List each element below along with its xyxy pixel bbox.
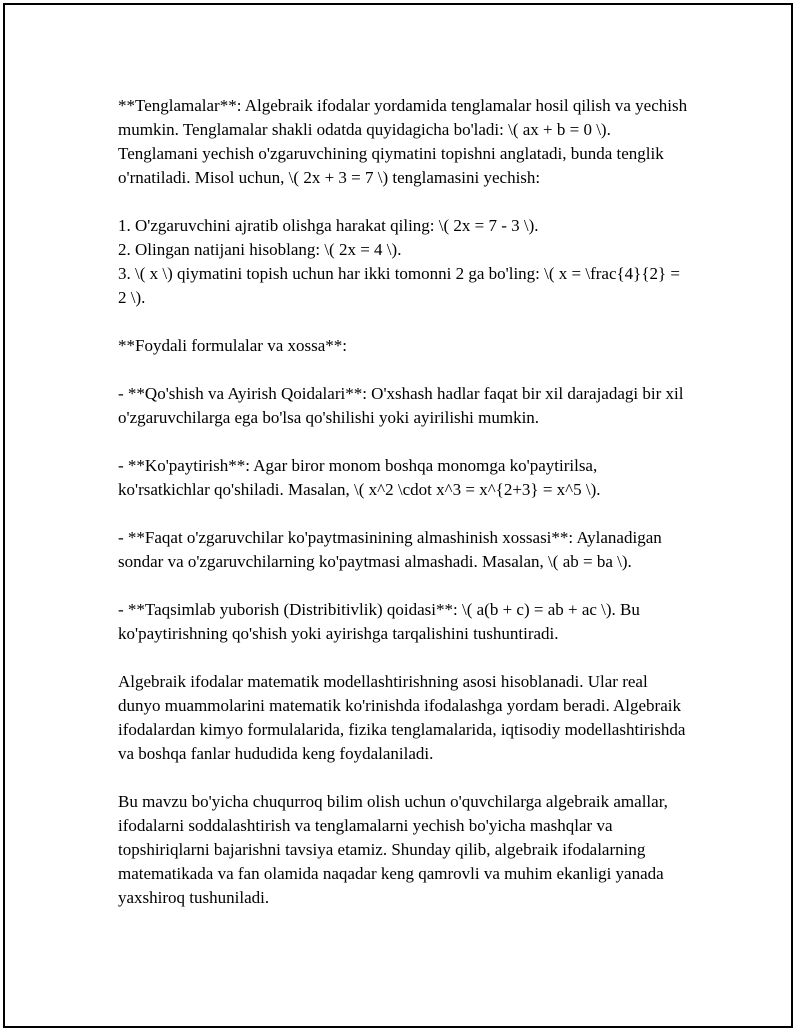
bullet-distributive-rule: - **Taqsimlab yuborish (Distribitivlik) qoidasi**: \( a(b + c) = ab + ac \). Bu ko'paytirishning qo'shish yoki ayirishga tarqalishini tushuntiradi.	[118, 600, 640, 643]
paragraph-conclusion: Bu mavzu bo'yicha chuqurroq bilim olish uchun o'quvchilarga algebraik amallar, ifodalarni soddalashtirish va tenglamalarni yechish bo'yicha mashqlar va topshiriqlarni bajarishni tavsiya etamiz. Shunday qilib, algebraik ifodalarning matematikada va fan olamida naqadar keng qamrovli va muhim ekanligi yanada yaxshiroq tushuniladi.	[118, 792, 668, 907]
heading-useful-formulas: **Foydali formulalar va xossa**:	[118, 336, 347, 355]
paragraph-modeling: Algebraik ifodalar matematik modellashtirishning asosi hisoblanadi. Ular real dunyo muammolarini matematik ko'rinishda ifodalashga yordam beradi. Algebraik ifodalardan kimyo formulalarida, fizika tenglamalarida, iqtisodiy modellashtirishda va boshqa fanlar hududida keng foydalaniladi.	[118, 672, 686, 763]
step-item-3: 3. \( x \) qiymatini topish uchun har ikki tomonni 2 ga bo'ling: \( x = \frac{4}{2} = 2 \).	[118, 264, 680, 307]
step-item-2: 2. Olingan natijani hisoblang: \( 2x = 4 \).	[118, 240, 402, 259]
paragraph-equations: **Tenglamalar**: Algebraik ifodalar yordamida tenglamalar hosil qilish va yechish mumkin. Tenglamalar shakli odatda quyidagicha bo'ladi: \( ax + b = 0 \). Tenglamani yechish o'zgaruvchining qiymatini topishni anglatadi, bunda tenglik o'rnatiladi. Misol uchun, \( 2x + 3 = 7 \) tenglamasini yechish:	[118, 96, 688, 187]
bullet-commutative-property: - **Faqat o'zgaruvchilar ko'paytmasinining almashinish xossasi**: Aylanadigan sondar va o'zgaruvchilarning ko'paytmasi almashadi. Masalan, \( ab = ba \).	[118, 528, 662, 571]
bullet-multiplication: - **Ko'paytirish**: Agar biror monom boshqa monomga ko'paytirilsa, ko'rsatkichlar qo'shiladi. Masalan, \( x^2 \cdot x^3 = x^{2+3} = x^5 \).	[118, 456, 601, 499]
document-body	[118, 94, 688, 934]
bullet-addition-rules: - **Qo'shish va Ayirish Qoidalari**: O'xshash hadlar faqat bir xil darajadagi bir xil o'zgaruvchilarga ega bo'lsa qo'shilishi yoki ayirilishi mumkin.	[118, 384, 684, 427]
step-item-1: 1. O'zgaruvchini ajratib olishga harakat qiling: \( 2x = 7 - 3 \).	[118, 216, 539, 235]
solution-steps-list	[118, 214, 688, 310]
